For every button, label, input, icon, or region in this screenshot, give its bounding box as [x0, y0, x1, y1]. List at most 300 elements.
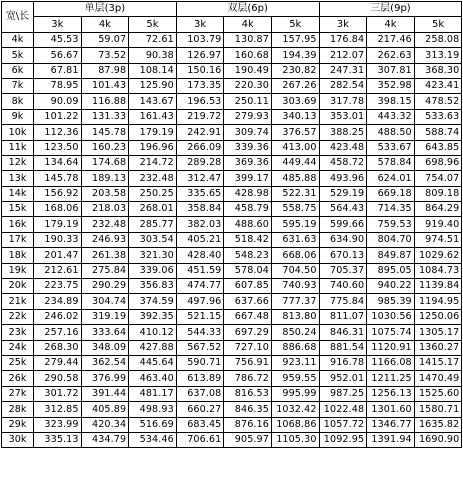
table-cell: 266.09	[176, 140, 224, 155]
table-cell: 567.52	[176, 340, 224, 355]
table-cell: 985.39	[367, 294, 415, 309]
table-cell: 1057.72	[319, 417, 367, 432]
column-header: 4k	[81, 17, 129, 32]
table-row	[2, 279, 462, 294]
table-cell: 321.30	[129, 248, 177, 263]
table-cell: 521.15	[176, 309, 224, 324]
table-cell: 1360.27	[414, 340, 462, 355]
table-cell: 811.07	[319, 309, 367, 324]
table-cell: 959.55	[271, 371, 319, 386]
column-header: 3k	[319, 17, 367, 32]
row-label: 7k	[2, 78, 34, 93]
table-row	[2, 402, 462, 417]
table-cell: 1029.62	[414, 248, 462, 263]
table-cell: 1256.13	[367, 386, 415, 401]
table-cell: 895.05	[367, 263, 415, 278]
table-cell: 123.50	[34, 140, 82, 155]
table-cell: 301.72	[34, 386, 82, 401]
table-cell: 130.87	[224, 32, 272, 47]
table-row	[2, 48, 462, 63]
row-label: 10k	[2, 125, 34, 140]
table-cell: 348.09	[81, 340, 129, 355]
table-cell: 73.52	[81, 48, 129, 63]
table-cell: 485.88	[271, 171, 319, 186]
table-row	[2, 155, 462, 170]
row-label: 21k	[2, 294, 34, 309]
table-cell: 607.85	[224, 279, 272, 294]
row-label: 8k	[2, 94, 34, 109]
table-cell: 257.16	[34, 325, 82, 340]
table-cell: 190.49	[224, 63, 272, 78]
column-header: 5k	[129, 17, 177, 32]
table-row	[2, 417, 462, 432]
table-cell: 309.74	[224, 125, 272, 140]
table-cell: 1391.94	[367, 432, 415, 447]
table-cell: 413.00	[271, 140, 319, 155]
table-cell: 391.44	[81, 386, 129, 401]
table-row	[2, 432, 462, 447]
table-cell: 150.16	[176, 63, 224, 78]
table-cell: 533.63	[414, 109, 462, 124]
row-label: 9k	[2, 109, 34, 124]
table-cell: 916.78	[319, 355, 367, 370]
table-cell: 304.74	[81, 294, 129, 309]
table-cell: 534.46	[129, 432, 177, 447]
table-cell: 558.75	[271, 202, 319, 217]
table-cell: 590.71	[176, 355, 224, 370]
row-label: 16k	[2, 217, 34, 232]
table-cell: 697.29	[224, 325, 272, 340]
table-row	[2, 109, 462, 124]
table-cell: 940.22	[367, 279, 415, 294]
row-label: 6k	[2, 63, 34, 78]
group-header: 单层(3p)	[34, 2, 177, 17]
table-cell: 816.53	[224, 386, 272, 401]
row-label: 18k	[2, 248, 34, 263]
table-cell: 303.54	[129, 232, 177, 247]
table-cell: 232.48	[81, 217, 129, 232]
table-cell: 919.40	[414, 217, 462, 232]
table-cell: 179.19	[129, 125, 177, 140]
table-cell: 196.96	[129, 140, 177, 155]
table-row	[2, 371, 462, 386]
table-cell: 203.58	[81, 186, 129, 201]
group-header-row	[2, 2, 462, 17]
table-cell: 67.81	[34, 63, 82, 78]
table-cell: 279.44	[34, 355, 82, 370]
table-row	[2, 217, 462, 232]
table-cell: 445.64	[129, 355, 177, 370]
table-cell: 405.21	[176, 232, 224, 247]
table-cell: 303.69	[271, 94, 319, 109]
table-cell: 660.27	[176, 402, 224, 417]
table-cell: 987.25	[319, 386, 367, 401]
table-cell: 952.01	[319, 371, 367, 386]
table-cell: 669.18	[367, 186, 415, 201]
table-cell: 356.83	[129, 279, 177, 294]
table-cell: 143.67	[129, 94, 177, 109]
table-cell: 704.50	[271, 263, 319, 278]
table-cell: 339.06	[129, 263, 177, 278]
table-cell: 1525.60	[414, 386, 462, 401]
table-cell: 754.07	[414, 171, 462, 186]
table-cell: 131.33	[81, 109, 129, 124]
table-cell: 668.06	[271, 248, 319, 263]
table-cell: 886.68	[271, 340, 319, 355]
table-cell: 804.70	[367, 232, 415, 247]
table-cell: 756.91	[224, 355, 272, 370]
table-cell: 335.65	[176, 186, 224, 201]
table-cell: 242.91	[176, 125, 224, 140]
row-label: 19k	[2, 263, 34, 278]
corner-label: 宽\长	[2, 2, 34, 33]
table-cell: 1305.17	[414, 325, 462, 340]
table-cell: 72.61	[129, 32, 177, 47]
table-row	[2, 263, 462, 278]
table-cell: 1580.71	[414, 402, 462, 417]
table-cell: 670.13	[319, 248, 367, 263]
table-cell: 196.53	[176, 94, 224, 109]
table-cell: 631.63	[271, 232, 319, 247]
table-cell: 201.47	[34, 248, 82, 263]
table-cell: 234.89	[34, 294, 82, 309]
row-label: 17k	[2, 232, 34, 247]
table-cell: 289.28	[176, 155, 224, 170]
table-cell: 705.37	[319, 263, 367, 278]
table-cell: 1194.95	[414, 294, 462, 309]
row-label: 13k	[2, 171, 34, 186]
table-cell: 775.84	[319, 294, 367, 309]
table-cell: 876.16	[224, 417, 272, 432]
table-cell: 1346.77	[367, 417, 415, 432]
table-cell: 458.72	[319, 155, 367, 170]
table-cell: 974.51	[414, 232, 462, 247]
table-cell: 212.07	[319, 48, 367, 63]
table-cell: 352.98	[367, 78, 415, 93]
row-label: 29k	[2, 417, 34, 432]
table-cell: 174.68	[81, 155, 129, 170]
table-cell: 595.19	[271, 217, 319, 232]
table-cell: 643.85	[414, 140, 462, 155]
table-row	[2, 294, 462, 309]
column-header: 3k	[176, 17, 224, 32]
table-cell: 1415.17	[414, 355, 462, 370]
table-cell: 160.68	[224, 48, 272, 63]
table-cell: 493.96	[319, 171, 367, 186]
table-cell: 488.60	[224, 217, 272, 232]
table-cell: 706.61	[176, 432, 224, 447]
table-cell: 268.30	[34, 340, 82, 355]
table-row	[2, 309, 462, 324]
table-cell: 637.08	[176, 386, 224, 401]
table-cell: 498.93	[129, 402, 177, 417]
table-cell: 312.85	[34, 402, 82, 417]
table-cell: 813.80	[271, 309, 319, 324]
table-cell: 59.07	[81, 32, 129, 47]
table-cell: 449.44	[271, 155, 319, 170]
table-cell: 516.69	[129, 417, 177, 432]
table-cell: 307.81	[367, 63, 415, 78]
row-label: 20k	[2, 279, 34, 294]
table-cell: 126.97	[176, 48, 224, 63]
table-row	[2, 325, 462, 340]
table-cell: 220.30	[224, 78, 272, 93]
table-cell: 103.79	[176, 32, 224, 47]
table-cell: 246.02	[34, 309, 82, 324]
table-cell: 1030.56	[367, 309, 415, 324]
table-cell: 846.35	[224, 402, 272, 417]
table-cell: 78.95	[34, 78, 82, 93]
table-cell: 683.45	[176, 417, 224, 432]
table-cell: 428.98	[224, 186, 272, 201]
table-cell: 145.78	[81, 125, 129, 140]
table-cell: 849.87	[367, 248, 415, 263]
table-cell: 246.93	[81, 232, 129, 247]
row-label: 23k	[2, 325, 34, 340]
table-cell: 1690.90	[414, 432, 462, 447]
table-cell: 312.47	[176, 171, 224, 186]
table-row	[2, 171, 462, 186]
table-cell: 809.18	[414, 186, 462, 201]
table-body	[2, 32, 462, 448]
table-cell: 759.53	[367, 217, 415, 232]
row-label: 22k	[2, 309, 34, 324]
table-cell: 56.67	[34, 48, 82, 63]
table-cell: 667.48	[224, 309, 272, 324]
row-label: 15k	[2, 202, 34, 217]
table-cell: 613.89	[176, 371, 224, 386]
table-cell: 290.58	[34, 371, 82, 386]
table-cell: 194.39	[271, 48, 319, 63]
table-cell: 399.17	[224, 171, 272, 186]
table-cell: 405.89	[81, 402, 129, 417]
table-cell: 108.14	[129, 63, 177, 78]
table-cell: 578.04	[224, 263, 272, 278]
table-cell: 157.95	[271, 32, 319, 47]
table-cell: 478.52	[414, 94, 462, 109]
table-cell: 319.19	[81, 309, 129, 324]
column-header: 3k	[34, 17, 82, 32]
table-cell: 45.53	[34, 32, 82, 47]
table-cell: 1635.82	[414, 417, 462, 432]
table-cell: 323.99	[34, 417, 82, 432]
table-cell: 145.78	[34, 171, 82, 186]
table-cell: 463.40	[129, 371, 177, 386]
table-cell: 382.03	[176, 217, 224, 232]
table-cell: 740.93	[271, 279, 319, 294]
table-cell: 369.36	[224, 155, 272, 170]
table-cell: 168.06	[34, 202, 82, 217]
table-cell: 250.25	[129, 186, 177, 201]
price-table	[1, 1, 462, 448]
table-cell: 368.30	[414, 63, 462, 78]
table-cell: 481.17	[129, 386, 177, 401]
row-label: 12k	[2, 155, 34, 170]
table-cell: 624.01	[367, 171, 415, 186]
table-row	[2, 355, 462, 370]
row-label: 25k	[2, 355, 34, 370]
table-cell: 134.64	[34, 155, 82, 170]
table-cell: 212.61	[34, 263, 82, 278]
table-cell: 339.36	[224, 140, 272, 155]
row-label: 5k	[2, 48, 34, 63]
table-cell: 112.36	[34, 125, 82, 140]
table-cell: 714.35	[367, 202, 415, 217]
column-header: 5k	[414, 17, 462, 32]
table-cell: 376.57	[271, 125, 319, 140]
table-cell: 340.13	[271, 109, 319, 124]
table-cell: 637.66	[224, 294, 272, 309]
table-cell: 285.77	[129, 217, 177, 232]
table-cell: 420.34	[81, 417, 129, 432]
table-cell: 1139.84	[414, 279, 462, 294]
table-cell: 995.99	[271, 386, 319, 401]
row-label: 28k	[2, 402, 34, 417]
table-cell: 698.96	[414, 155, 462, 170]
row-label: 14k	[2, 186, 34, 201]
table-cell: 230.82	[271, 63, 319, 78]
table-cell: 474.77	[176, 279, 224, 294]
table-cell: 247.31	[319, 63, 367, 78]
table-cell: 179.19	[34, 217, 82, 232]
table-cell: 190.33	[34, 232, 82, 247]
table-cell: 160.23	[81, 140, 129, 155]
table-cell: 881.54	[319, 340, 367, 355]
column-header: 4k	[224, 17, 272, 32]
table-cell: 564.43	[319, 202, 367, 217]
table-cell: 864.29	[414, 202, 462, 217]
table-cell: 923.11	[271, 355, 319, 370]
group-header: 双层(6p)	[176, 2, 319, 17]
table-cell: 90.38	[129, 48, 177, 63]
row-label: 27k	[2, 386, 34, 401]
table-cell: 1092.95	[319, 432, 367, 447]
table-cell: 376.99	[81, 371, 129, 386]
table-cell: 101.22	[34, 109, 82, 124]
table-cell: 189.13	[81, 171, 129, 186]
table-cell: 443.32	[367, 109, 415, 124]
table-cell: 218.03	[81, 202, 129, 217]
table-cell: 488.50	[367, 125, 415, 140]
table-cell: 1022.48	[319, 402, 367, 417]
table-cell: 156.92	[34, 186, 82, 201]
table-cell: 529.19	[319, 186, 367, 201]
table-row	[2, 94, 462, 109]
table-row	[2, 202, 462, 217]
table-row	[2, 232, 462, 247]
table-cell: 434.79	[81, 432, 129, 447]
table-cell: 87.98	[81, 63, 129, 78]
group-header: 三层(9p)	[319, 2, 462, 17]
table-cell: 353.01	[319, 109, 367, 124]
table-cell: 219.72	[176, 109, 224, 124]
table-cell: 428.40	[176, 248, 224, 263]
table-cell: 333.64	[81, 325, 129, 340]
row-label: 24k	[2, 340, 34, 355]
table-cell: 423.48	[319, 140, 367, 155]
table-cell: 578.84	[367, 155, 415, 170]
table-cell: 398.15	[367, 94, 415, 109]
table-cell: 1250.06	[414, 309, 462, 324]
table-cell: 388.25	[319, 125, 367, 140]
table-cell: 458.79	[224, 202, 272, 217]
row-label: 11k	[2, 140, 34, 155]
table-cell: 290.29	[81, 279, 129, 294]
table-cell: 262.63	[367, 48, 415, 63]
table-cell: 392.35	[129, 309, 177, 324]
table-cell: 518.42	[224, 232, 272, 247]
table-cell: 362.54	[81, 355, 129, 370]
table-row	[2, 32, 462, 47]
table-cell: 1068.86	[271, 417, 319, 432]
table-cell: 116.88	[81, 94, 129, 109]
table-cell: 588.74	[414, 125, 462, 140]
table-row	[2, 125, 462, 140]
table-cell: 214.72	[129, 155, 177, 170]
table-cell: 522.31	[271, 186, 319, 201]
table-cell: 279.93	[224, 109, 272, 124]
table-cell: 1075.74	[367, 325, 415, 340]
table-cell: 846.31	[319, 325, 367, 340]
table-row	[2, 248, 462, 263]
table-cell: 358.84	[176, 202, 224, 217]
table-cell: 786.72	[224, 371, 272, 386]
row-label: 4k	[2, 32, 34, 47]
table-cell: 1032.42	[271, 402, 319, 417]
table-cell: 223.75	[34, 279, 82, 294]
table-cell: 101.43	[81, 78, 129, 93]
table-cell: 1470.49	[414, 371, 462, 386]
table-row	[2, 386, 462, 401]
table-cell: 1120.91	[367, 340, 415, 355]
table-row	[2, 186, 462, 201]
table-cell: 161.43	[129, 109, 177, 124]
table-cell: 335.13	[34, 432, 82, 447]
table-cell: 250.11	[224, 94, 272, 109]
table-row	[2, 340, 462, 355]
table-cell: 275.84	[81, 263, 129, 278]
table-cell: 268.01	[129, 202, 177, 217]
table-cell: 374.59	[129, 294, 177, 309]
table-cell: 740.60	[319, 279, 367, 294]
table-cell: 423.41	[414, 78, 462, 93]
sub-header-row	[2, 17, 462, 32]
column-header: 5k	[271, 17, 319, 32]
table-cell: 232.48	[129, 171, 177, 186]
table-cell: 451.59	[176, 263, 224, 278]
table-cell: 261.38	[81, 248, 129, 263]
table-cell: 410.12	[129, 325, 177, 340]
table-row	[2, 140, 462, 155]
table-row	[2, 78, 462, 93]
table-cell: 1084.73	[414, 263, 462, 278]
table-cell: 727.10	[224, 340, 272, 355]
table-cell: 176.84	[319, 32, 367, 47]
table-cell: 317.78	[319, 94, 367, 109]
table-cell: 125.90	[129, 78, 177, 93]
table-cell: 1301.60	[367, 402, 415, 417]
table-cell: 905.97	[224, 432, 272, 447]
table-cell: 1105.30	[271, 432, 319, 447]
table-row	[2, 63, 462, 78]
table-cell: 282.54	[319, 78, 367, 93]
table-cell: 850.24	[271, 325, 319, 340]
table-cell: 313.19	[414, 48, 462, 63]
table-cell: 267.26	[271, 78, 319, 93]
table-cell: 1211.25	[367, 371, 415, 386]
column-header: 4k	[367, 17, 415, 32]
table-cell: 777.37	[271, 294, 319, 309]
